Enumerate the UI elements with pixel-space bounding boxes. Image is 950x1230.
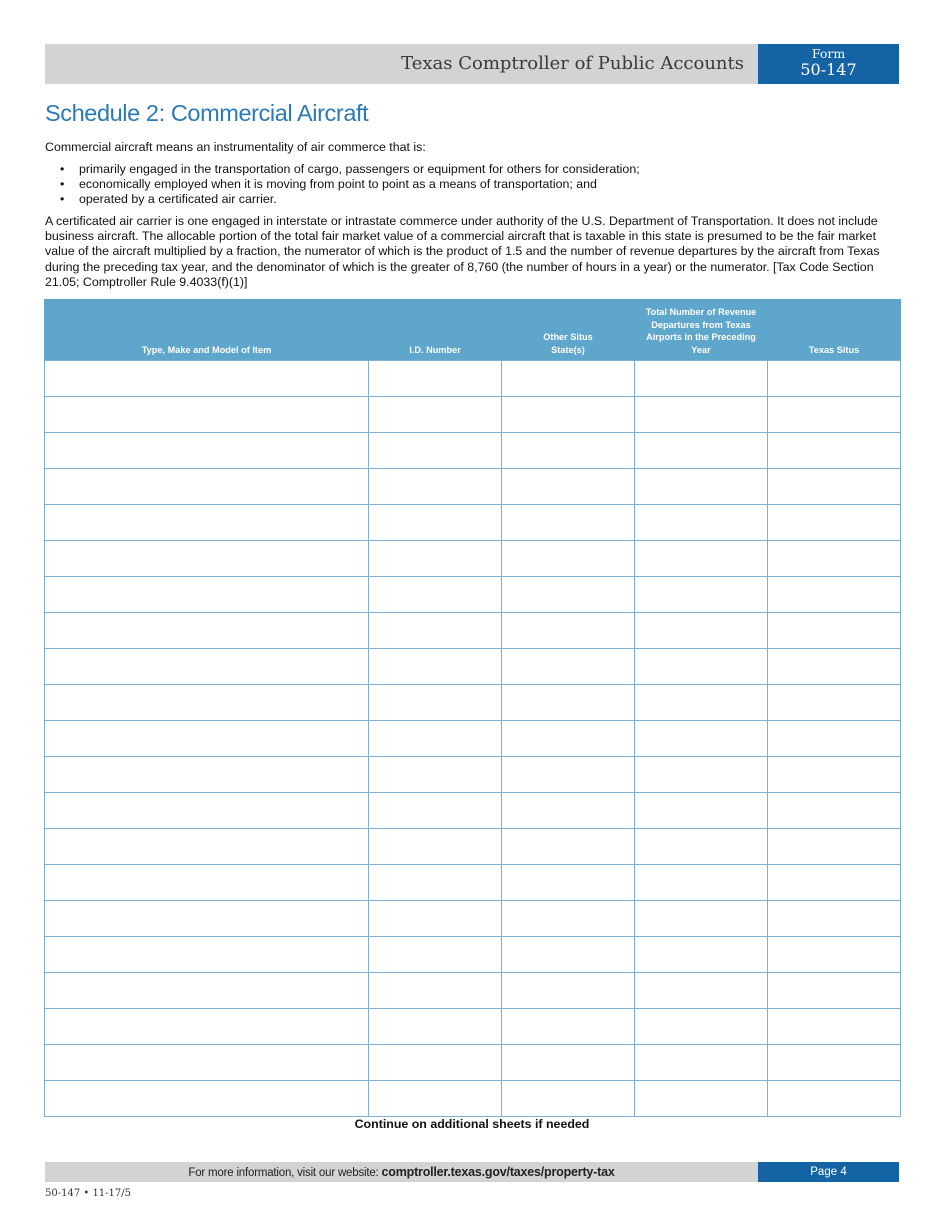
table-row (45, 793, 901, 829)
form-code: 50-147 • 11-17/5 (45, 1188, 132, 1199)
aircraft-table (44, 299, 901, 1117)
id-number-cell[interactable] (369, 937, 502, 973)
id-number-cell[interactable] (369, 505, 502, 541)
table-row (45, 901, 901, 937)
table-body (45, 361, 901, 1117)
texas-situs-cell[interactable] (768, 829, 901, 865)
table-row (45, 469, 901, 505)
departures-cell[interactable] (635, 577, 768, 613)
texas-situs-cell[interactable] (768, 973, 901, 1009)
texas-situs-cell[interactable] (768, 901, 901, 937)
table-row (45, 397, 901, 433)
departures-cell[interactable] (635, 973, 768, 1009)
other-situs-cell[interactable] (502, 541, 635, 577)
other-situs-cell[interactable] (502, 397, 635, 433)
type-make-model-cell[interactable] (45, 649, 369, 685)
departures-cell[interactable] (635, 865, 768, 901)
texas-situs-cell[interactable] (768, 757, 901, 793)
type-make-model-cell[interactable] (45, 1045, 369, 1081)
texas-situs-cell[interactable] (768, 433, 901, 469)
column-header-type: Type, Make and Model of Item (45, 299, 369, 361)
type-make-model-cell[interactable] (45, 469, 369, 505)
departures-cell[interactable] (635, 1009, 768, 1045)
table-row (45, 1045, 901, 1081)
type-make-model-cell[interactable] (45, 757, 369, 793)
id-number-cell[interactable] (369, 577, 502, 613)
type-make-model-cell[interactable] (45, 721, 369, 757)
other-situs-cell[interactable] (502, 937, 635, 973)
header-bar (45, 44, 758, 84)
type-make-model-cell[interactable] (45, 937, 369, 973)
id-number-cell[interactable] (369, 865, 502, 901)
type-make-model-cell[interactable] (45, 1009, 369, 1045)
footer-info (188, 1167, 614, 1179)
texas-situs-cell[interactable] (768, 469, 901, 505)
departures-cell[interactable] (635, 649, 768, 685)
other-situs-cell[interactable] (502, 1009, 635, 1045)
type-make-model-cell[interactable] (45, 793, 369, 829)
table-row (45, 577, 901, 613)
departures-cell[interactable] (635, 505, 768, 541)
table-row (45, 541, 901, 577)
departures-cell[interactable] (635, 937, 768, 973)
table-row (45, 685, 901, 721)
texas-situs-cell[interactable] (768, 1081, 901, 1117)
texas-situs-cell[interactable] (768, 505, 901, 541)
table-row (45, 1081, 901, 1117)
other-situs-cell[interactable] (502, 829, 635, 865)
type-make-model-cell[interactable] (45, 613, 369, 649)
table-row (45, 757, 901, 793)
table-row (45, 1009, 901, 1045)
form-label: Form (811, 46, 846, 61)
id-number-cell[interactable] (369, 361, 502, 397)
type-make-model-cell[interactable] (45, 973, 369, 1009)
page-number: Page 4 (758, 1162, 899, 1182)
schedule-title: Schedule 2: Commercial Aircraft (45, 100, 369, 126)
other-situs-cell[interactable] (502, 577, 635, 613)
departures-cell[interactable] (635, 685, 768, 721)
id-number-cell[interactable] (369, 1045, 502, 1081)
departures-cell[interactable] (635, 433, 768, 469)
departures-cell[interactable] (635, 721, 768, 757)
type-make-model-cell[interactable] (45, 433, 369, 469)
texas-situs-cell[interactable] (768, 793, 901, 829)
id-number-cell[interactable] (369, 829, 502, 865)
id-number-cell[interactable] (369, 433, 502, 469)
texas-situs-cell[interactable] (768, 397, 901, 433)
id-number-cell[interactable] (369, 901, 502, 937)
texas-situs-cell[interactable] (768, 1045, 901, 1081)
id-number-cell[interactable] (369, 757, 502, 793)
texas-situs-cell[interactable] (768, 541, 901, 577)
texas-situs-cell[interactable] (768, 721, 901, 757)
id-number-cell[interactable] (369, 1009, 502, 1045)
other-situs-cell[interactable] (502, 793, 635, 829)
id-number-cell[interactable] (369, 1081, 502, 1117)
texas-situs-cell[interactable] (768, 613, 901, 649)
type-make-model-cell[interactable] (45, 505, 369, 541)
type-make-model-cell[interactable] (45, 829, 369, 865)
column-header-id-number: I.D. Number (369, 299, 502, 361)
footer-info-prefix: For more information, visit our website: (188, 1167, 382, 1179)
other-situs-cell[interactable] (502, 865, 635, 901)
bullet-item: • economically employed when it is moving from point to point as a means of transportation; and (45, 177, 640, 192)
id-number-cell[interactable] (369, 469, 502, 505)
bullet-item: • primarily engaged in the transportation of cargo, passengers or equipment for others for consideration; (45, 162, 640, 177)
id-number-cell[interactable] (369, 973, 502, 1009)
departures-cell[interactable] (635, 361, 768, 397)
bullet-item: • operated by a certificated air carrier. (45, 192, 640, 207)
departures-cell[interactable] (635, 829, 768, 865)
other-situs-cell[interactable] (502, 1081, 635, 1117)
definition-bullets (45, 162, 640, 208)
table-row (45, 361, 901, 397)
departures-cell[interactable] (635, 757, 768, 793)
column-header-departures: Total Number of Revenue Departures from Texas Airports in the Preceding Year (635, 299, 768, 361)
other-situs-cell[interactable] (502, 613, 635, 649)
column-header-other-situs: Other Situs State(s) (502, 299, 635, 361)
table-row (45, 505, 901, 541)
texas-situs-cell[interactable] (768, 577, 901, 613)
footer-bar (45, 1162, 758, 1182)
id-number-cell[interactable] (369, 649, 502, 685)
departures-cell[interactable] (635, 1081, 768, 1117)
other-situs-cell[interactable] (502, 649, 635, 685)
texas-situs-cell[interactable] (768, 865, 901, 901)
table-row (45, 433, 901, 469)
table-row (45, 865, 901, 901)
id-number-cell[interactable] (369, 685, 502, 721)
departures-cell[interactable] (635, 613, 768, 649)
continue-note: Continue on additional sheets if needed (354, 1117, 590, 1131)
type-make-model-cell[interactable] (45, 865, 369, 901)
type-make-model-cell[interactable] (45, 901, 369, 937)
other-situs-cell[interactable] (502, 685, 635, 721)
departures-cell[interactable] (635, 1045, 768, 1081)
departures-cell[interactable] (635, 469, 768, 505)
departures-cell[interactable] (635, 793, 768, 829)
type-make-model-cell[interactable] (45, 577, 369, 613)
table-row (45, 829, 901, 865)
table-row (45, 937, 901, 973)
form-number-box (758, 44, 899, 84)
id-number-cell[interactable] (369, 613, 502, 649)
type-make-model-cell[interactable] (45, 685, 369, 721)
table-row (45, 649, 901, 685)
id-number-cell[interactable] (369, 397, 502, 433)
texas-situs-cell[interactable] (768, 1009, 901, 1045)
agency-name: Texas Comptroller of Public Accounts (401, 53, 744, 74)
texas-situs-cell[interactable] (768, 937, 901, 973)
departures-cell[interactable] (635, 901, 768, 937)
id-number-cell[interactable] (369, 721, 502, 757)
other-situs-cell[interactable] (502, 469, 635, 505)
table-row (45, 613, 901, 649)
table-row (45, 973, 901, 1009)
other-situs-cell[interactable] (502, 757, 635, 793)
website-link[interactable]: comptroller.texas.gov/taxes/property-tax (381, 1165, 615, 1179)
other-situs-cell[interactable] (502, 361, 635, 397)
table-header-row (45, 299, 901, 361)
other-situs-cell[interactable] (502, 901, 635, 937)
type-make-model-cell[interactable] (45, 541, 369, 577)
other-situs-cell[interactable] (502, 1045, 635, 1081)
type-make-model-cell[interactable] (45, 361, 369, 397)
carrier-paragraph: A certificated air carrier is one engaged in interstate or intrastate commerce under authority of the U.S. Department of Transportation. It does not include business aircraft. The allocable portion of the total fair market value of a commercial aircraft that is taxable in this state is presumed to be the fair market value of the aircraft multiplied by a fraction, the numerator of which is the product of 1.5 and the number of revenue departures by the aircraft from Texas during the preceding tax year, and the denominator of which is the greater of 8,760 (the number of hours in a year) or the numerator. [Tax Code Section 21.05; Comptroller Rule 9.4033(f)(1)] (45, 214, 880, 289)
departures-cell[interactable] (635, 397, 768, 433)
other-situs-cell[interactable] (502, 721, 635, 757)
intro-text: Commercial aircraft means an instrumentality of air commerce that is: (45, 140, 426, 154)
texas-situs-cell[interactable] (768, 361, 901, 397)
column-header-texas-situs: Texas Situs (768, 299, 901, 361)
form-number: 50-147 (800, 60, 857, 79)
other-situs-cell[interactable] (502, 433, 635, 469)
type-make-model-cell[interactable] (45, 1081, 369, 1117)
texas-situs-cell[interactable] (768, 649, 901, 685)
type-make-model-cell[interactable] (45, 397, 369, 433)
table-row (45, 721, 901, 757)
texas-situs-cell[interactable] (768, 685, 901, 721)
id-number-cell[interactable] (369, 793, 502, 829)
other-situs-cell[interactable] (502, 505, 635, 541)
other-situs-cell[interactable] (502, 973, 635, 1009)
departures-cell[interactable] (635, 541, 768, 577)
id-number-cell[interactable] (369, 541, 502, 577)
